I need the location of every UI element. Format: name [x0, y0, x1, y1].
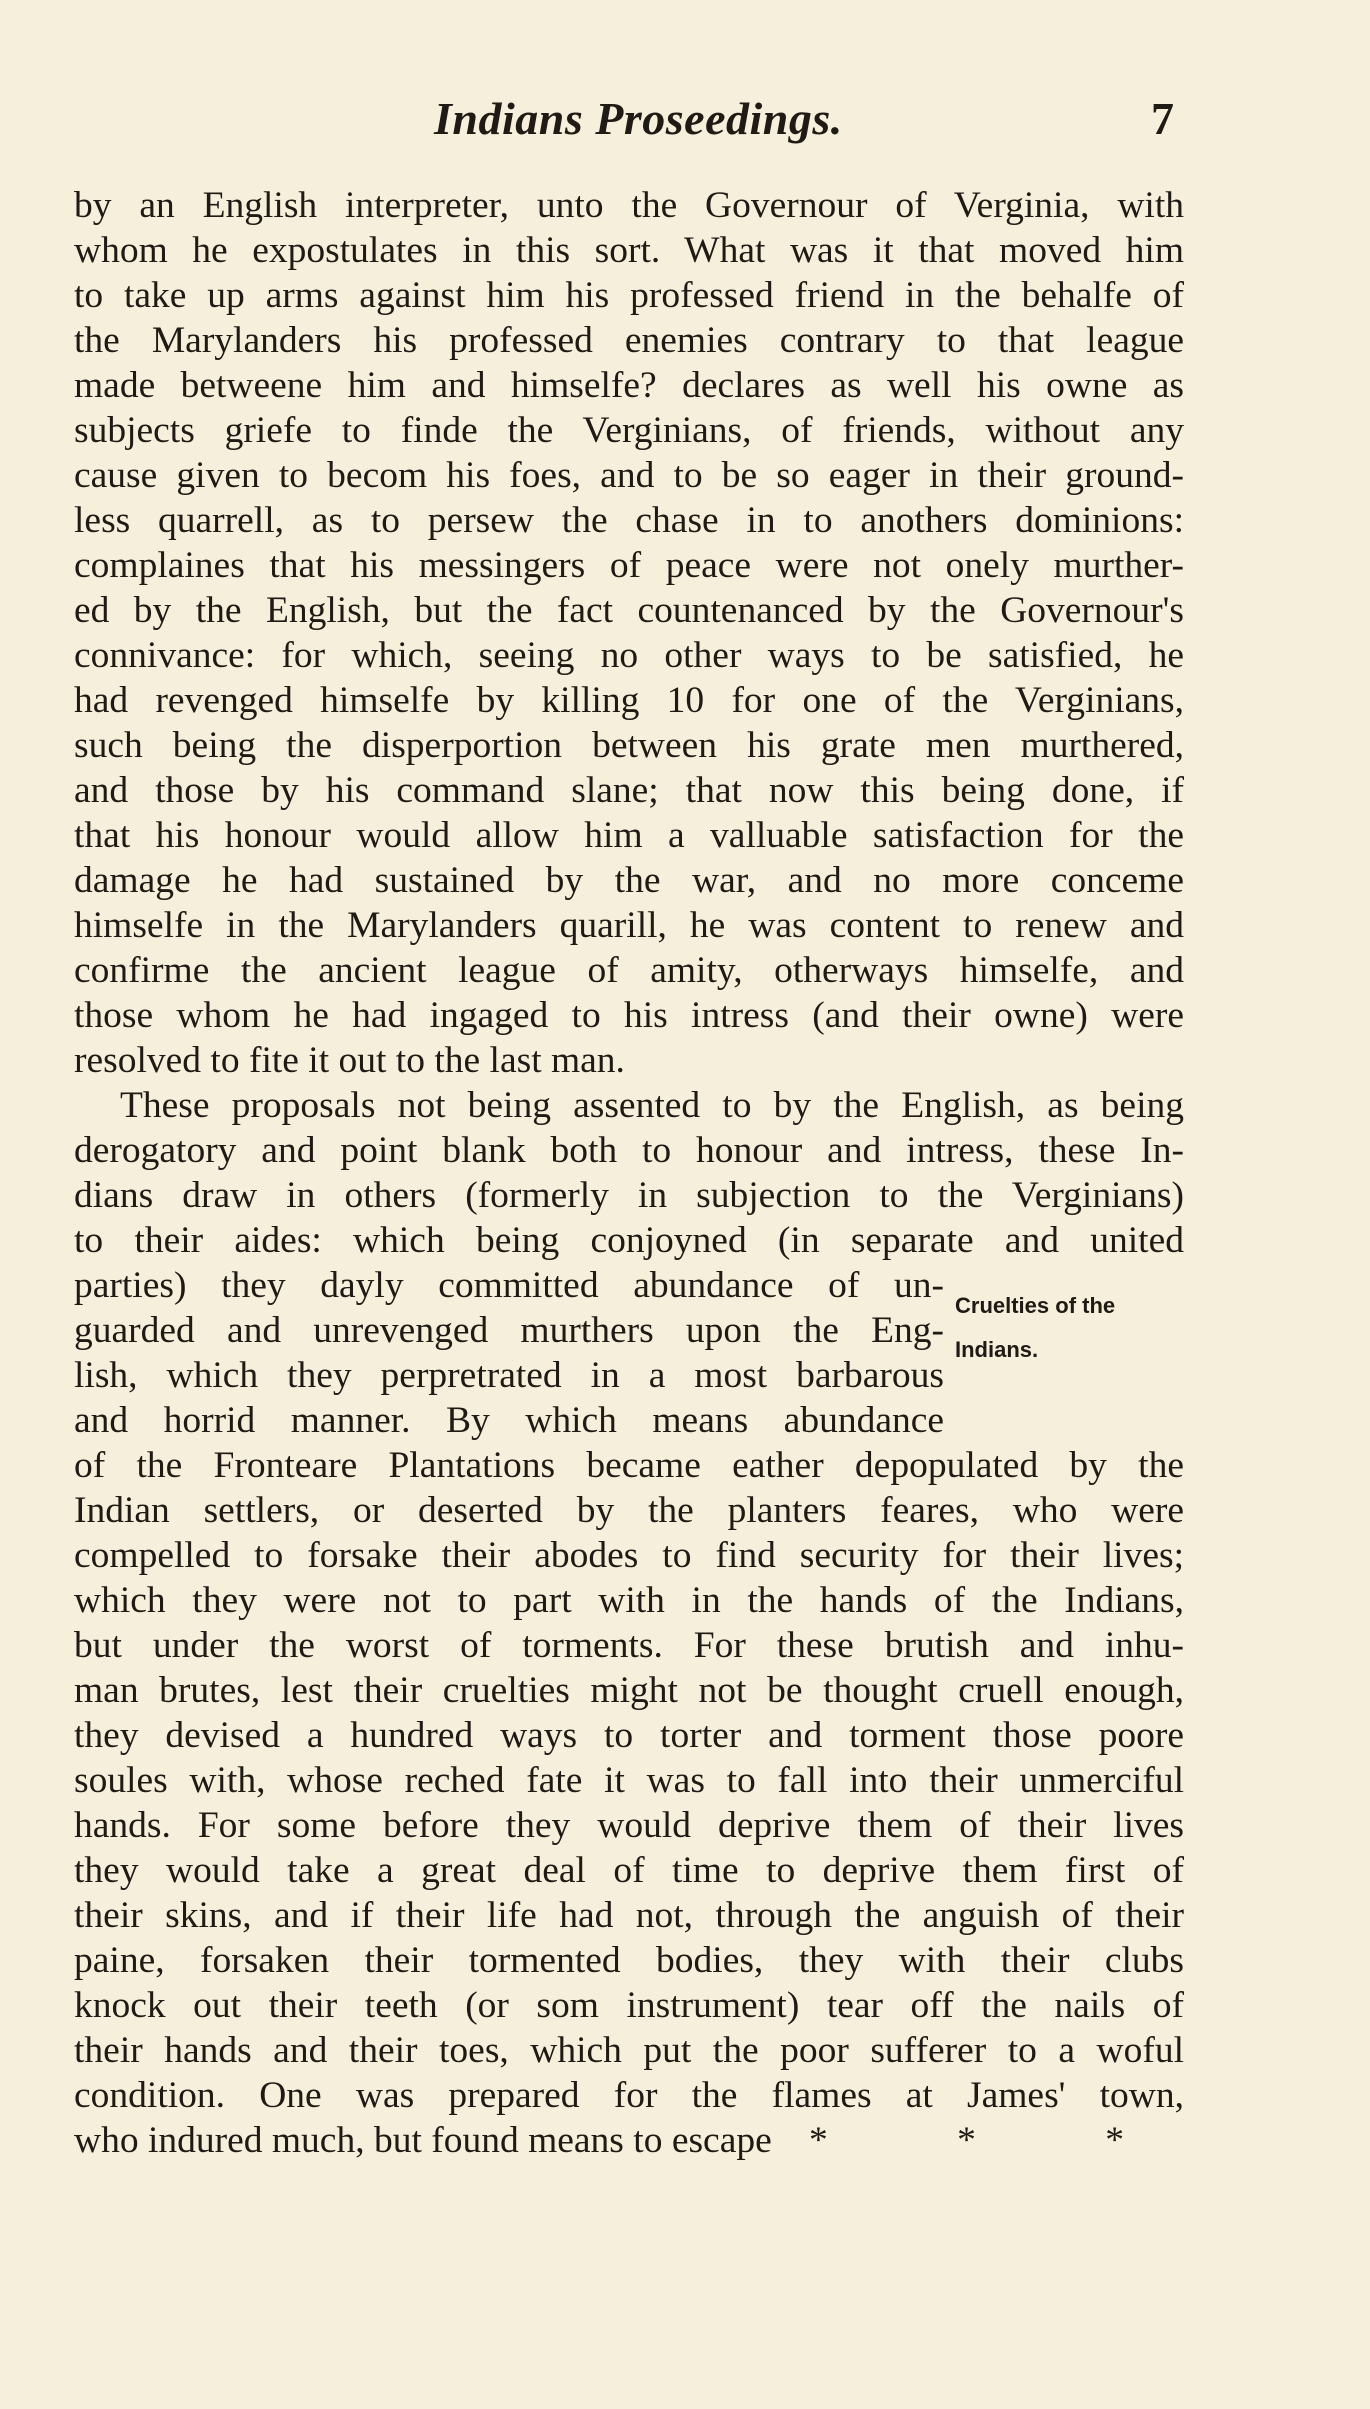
- text-line: lish, which they perpretrated in a most barbarous: [74, 1355, 944, 1396]
- text-line: Indian settlers, or deserted by the planters feares, who were: [74, 1490, 1184, 1531]
- marginal-note-line: Indians.: [955, 1337, 1039, 1362]
- final-line-text: who indured much, but found means to escape: [74, 2120, 772, 2161]
- page-number: 7: [1151, 93, 1174, 144]
- paragraph-2: [74, 1083, 1184, 2163]
- text-line: but under the worst of torments. For these brutish and inhu-: [74, 1625, 1184, 1666]
- marginal-note-line: Cruelties of the: [955, 1293, 1116, 1318]
- text-line: their hands and their toes, which put the poor sufferer to a woful: [74, 2030, 1184, 2071]
- text-line: they would take a great deal of time to deprive them first of: [74, 1850, 1184, 1891]
- text-line: that his honour would allow him a valluable satisfaction for the: [74, 815, 1184, 856]
- text-line: paine, forsaken their tormented bodies, they with their clubs: [74, 1940, 1184, 1981]
- text-line: knock out their teeth (or som instrument) tear off the nails of: [74, 1985, 1184, 2026]
- text-line: confirme the ancient league of amity, otherways himselfe, and: [74, 950, 1184, 991]
- text-line: their skins, and if their life had not, through the anguish of their: [74, 1895, 1184, 1936]
- text-line: [74, 2118, 1184, 2163]
- text-line: such being the disperportion between his grate men murthered,: [74, 725, 1184, 766]
- text-line: guarded and unrevenged murthers upon the Eng-: [74, 1310, 944, 1351]
- text-line: of the Fronteare Plantations became eather depopulated by the: [74, 1445, 1184, 1486]
- text-line: to their aides: which being conjoyned (in separate and united: [74, 1220, 1184, 1261]
- text-line: and horrid manner. By which means abundance: [74, 1400, 944, 1441]
- text-line: the Marylanders his professed enemies contrary to that league: [74, 320, 1184, 361]
- paragraph-1: [74, 183, 1184, 1083]
- marginal-note: [955, 1284, 1185, 1372]
- text-line: himselfe in the Marylanders quarill, he was content to renew and: [74, 905, 1184, 946]
- text-line: had revenged himselfe by killing 10 for one of the Verginians,: [74, 680, 1184, 721]
- text-line: derogatory and point blank both to honour and intress, these In-: [74, 1130, 1184, 1171]
- text-line: made betweene him and himselfe? declares as well his owne as: [74, 365, 1184, 406]
- text-line: resolved to fite it out to the last man.: [74, 1040, 625, 1081]
- text-line: parties) they dayly committed abundance of un-: [74, 1265, 944, 1306]
- text-line: soules with, whose reched fate it was to fall into their unmerciful: [74, 1760, 1184, 1801]
- text-line: to take up arms against him his professed friend in the behalfe of: [74, 275, 1184, 316]
- body-text: [74, 183, 1184, 2163]
- text-line: complaines that his messingers of peace were not onely murther-: [74, 545, 1184, 586]
- text-line: man brutes, lest their cruelties might not be thought cruell enough,: [74, 1670, 1184, 1711]
- asterisks-ornament: * * *: [809, 2120, 1184, 2161]
- text-line: which they were not to part with in the hands of the Indians,: [74, 1580, 1184, 1621]
- text-line: subjects griefe to finde the Verginians, of friends, without any: [74, 410, 1184, 451]
- text-line: by an English interpreter, unto the Governour of Verginia, with: [74, 185, 1184, 226]
- text-line: and those by his command slane; that now this being done, if: [74, 770, 1184, 811]
- text-line: those whom he had ingaged to his intress (and their owne) were: [74, 995, 1184, 1036]
- text-line: less quarrell, as to persew the chase in to anothers dominions:: [74, 500, 1184, 541]
- text-line: damage he had sustained by the war, and no more conceme: [74, 860, 1184, 901]
- text-line: connivance: for which, seeing no other ways to be satisfied, he: [74, 635, 1184, 676]
- text-line: whom he expostulates in this sort. What was it that moved him: [74, 230, 1184, 271]
- running-head: [74, 92, 1174, 152]
- text-line: cause given to becom his foes, and to be so eager in their ground-: [74, 455, 1184, 496]
- text-line: condition. One was prepared for the flames at James' town,: [74, 2075, 1184, 2116]
- text-line: compelled to forsake their abodes to find security for their lives;: [74, 1535, 1184, 1576]
- running-title: Indians Proseedings.: [434, 93, 843, 144]
- text-line: These proposals not being assented to by the English, as being: [120, 1085, 1184, 1126]
- text-line: they devised a hundred ways to torter and torment those poore: [74, 1715, 1184, 1756]
- text-line: dians draw in others (formerly in subjection to the Verginians): [74, 1175, 1184, 1216]
- text-line: ed by the English, but the fact countenanced by the Governour's: [74, 590, 1184, 631]
- text-line: hands. For some before they would deprive them of their lives: [74, 1805, 1184, 1846]
